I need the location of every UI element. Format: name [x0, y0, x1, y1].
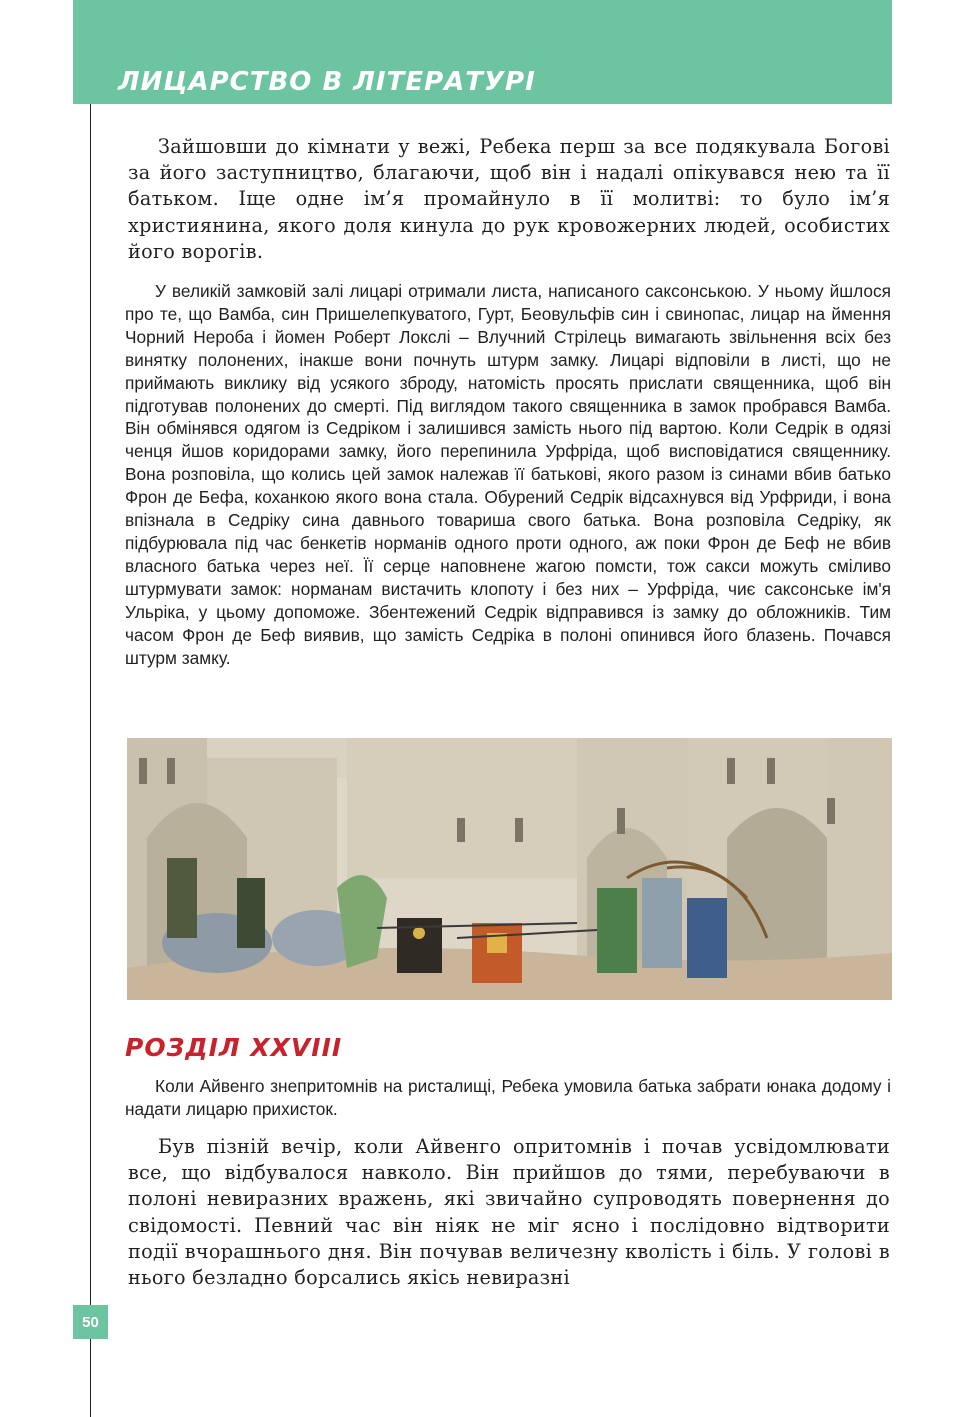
chapter-summary: Коли Айвенго знепритомнів на ристалищі, Ребека умовила батька забрати юнака додому і надати лицарю прихисток.	[125, 1076, 891, 1119]
narrative-paragraph: Зайшовши до кімнати у вежі, Ребека перш за все подякувала Богові за його заступництво, благаючи, щоб він і надалі опікувався нею та її батьком. Іще одне ім’я промайнуло в її молитві: то було ім’я християнина, якого доля кинула до рук кровожерних людей, особистих його ворогів.	[128, 135, 890, 263]
margin-rule	[90, 104, 91, 1417]
page-number: 50	[73, 1305, 108, 1339]
narrative-paragraph: Був пізній вечір, коли Айвенго опритомнів і почав усвідомлювати все, що відбувалося навколо. Він прийшов до тями, перебуваючи в полоні невиразних вражень, які звичайно супроводять повернення до свідомості. Певний час він ніяк не міг ясно і послідовно відтворити події вчорашнього дня. Він почував величезну кволість і біль. У голові в нього безладно борсались якісь невиразні	[128, 1135, 890, 1290]
summary-paragraph: У великій замковій залі лицарі отримали листа, написаного саксонською. У ньому йшлося про те, що Вамба, син Пришелепкуватого, Гурт, Беовульфів син і свинопас, лицар на ймення Чорний Нероба і йомен Роберт Локслі – Влучний Стрілець вимагають звільнення всіх без винятку полонених, інакше вони почнуть штурм замку. Лицарі відповіли в листі, що не приймають виклику від усякого зброду, натомість просять прислати священника, щоб він підготував полонених до смерті. Під виглядом такого священника в замок пробрався Вамба. Він обмінявся одягом із Седріком і залишився замість нього під вартою. Коли Седрік в одязі ченця йшов коридорами замку, його перепинила Урфріда, щоб висповідатися священнику. Вона розповіла, що колись цей замок належав її батькові, якого разом із синами вбив батько Фрон де Бефа, коханкою якого вона стала. Обурений Седрік відсахнувся від Урфриди, і вона впізнала в Седріку сина давнього товариша свого батька. Вона розповіла Седріку, як підбурювала під час бенкетів норманів одного проти одного, аж поки Фрон де Беф не вбив власного батька через неї. Її серце наповнене жагою помсти, тож сакси можуть сміливо штурмувати замок: норманам вистачить клопоту і без них – Урфріда, чиє саксонське ім'я Ульріка, у цьому допоможе. Збентежений Седрік відправився із замку до обложників. Тим часом Фрон де Беф виявив, що замість Седріка в полоні опинився його блазень. Почався штурм замку.	[125, 281, 891, 668]
chapter-heading: РОЗДІЛ XXVIII	[125, 1033, 343, 1062]
castle-siege-illustration	[127, 738, 892, 1000]
section-title: ЛИЦАРСТВО В ЛІТЕРАТУРІ	[118, 67, 536, 97]
